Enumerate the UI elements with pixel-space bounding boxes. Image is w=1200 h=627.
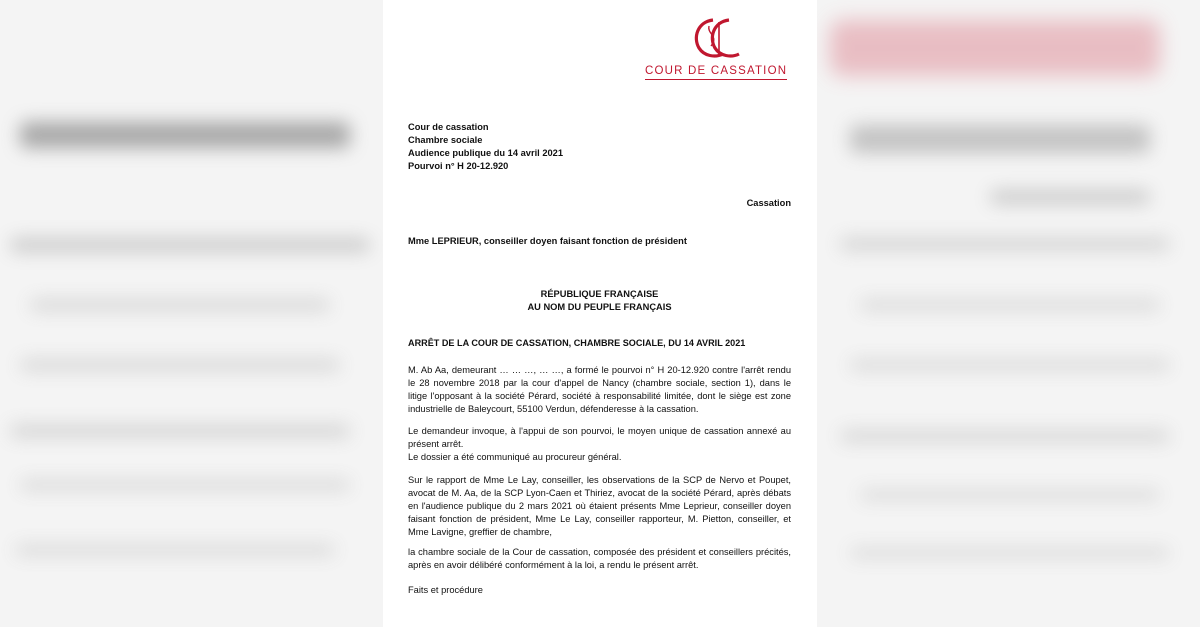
paragraph-chamber: la chambre sociale de la Cour de cassation, composée des président et conseillers précités, après en avoir délibéré conformément à la loi, a rendu le présent arrêt.	[408, 547, 791, 570]
plea-text: Le demandeur invoque, à l'appui de son pourvoi, le moyen unique de cassation annexé au présent arrêt.	[408, 426, 791, 449]
header-line-appeal-number: Pourvoi n° H 20-12.920	[408, 161, 509, 171]
court-logo	[645, 16, 787, 80]
logo-rule	[645, 79, 787, 80]
header-line-chamber: Chambre sociale	[408, 135, 483, 145]
republic-line-1: RÉPUBLIQUE FRANÇAISE	[540, 289, 659, 299]
republic-line-2: AU NOM DU PEUPLE FRANÇAIS	[527, 302, 672, 312]
header-line-court: Cour de cassation	[408, 122, 489, 132]
decision-title: ARRÊT DE LA COUR DE CASSATION, CHAMBRE SOCIALE, DU 14 AVRIL 2021	[408, 338, 746, 348]
paragraph-plea	[408, 425, 791, 464]
header-line-hearing: Audience publique du 14 avril 2021	[408, 148, 563, 158]
paragraph-report: Sur le rapport de Mme Le Lay, conseiller, les observations de la SCP de Nervo et Poupet, avocat de M. Aa, de la SCP Lyon-Caen et Thiriez, avocat de la société Pérard, après débats en l'audience publique du 2 mars 2021 où étaient présents Mme Leprieur, conseiller doyen faisant fonction de président, Mme Le Lay, conseiller rapporteur, M. Pietton, conseiller, et Mme Lavigne, greffier de chambre,	[408, 475, 791, 537]
court-emblem-icon	[689, 16, 743, 62]
presiding-judge: Mme LEPRIEUR, conseiller doyen faisant fonction de président	[408, 236, 687, 246]
paragraph-parties: M. Ab Aa, demeurant … … …, … …, a formé le pourvoi n° H 20-12.920 contre l'arrêt rendu le 28 novembre 2018 par la cour d'appel de Nancy (chambre sociale, section 1), dans le litige l'opposant à la société Pérard, société à responsabilité limitée, dont le siège est zone industrielle de Baleycourt, 55100 Verdun, défenderesse à la cassation.	[408, 365, 791, 414]
case-header	[408, 121, 708, 173]
court-logo-text: COUR DE CASSATION	[645, 65, 788, 77]
ruling-outcome: Cassation	[746, 198, 791, 208]
document-page	[383, 0, 817, 627]
prosecutor-text: Le dossier a été communiqué au procureur général.	[408, 452, 622, 462]
republic-heading	[408, 288, 791, 314]
section-heading-facts: Faits et procédure	[408, 585, 483, 595]
